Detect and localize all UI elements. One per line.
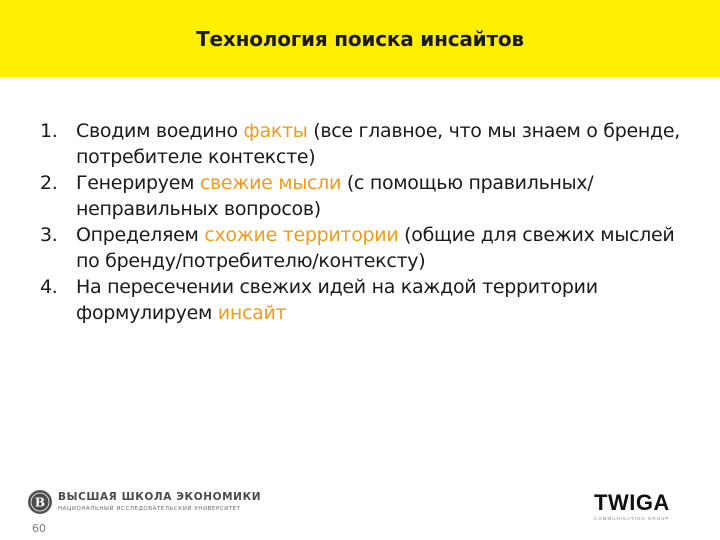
list-text: Генерируем	[76, 172, 200, 194]
list-text: Сводим воедино	[76, 120, 244, 142]
highlighted-term: факты	[243, 120, 308, 142]
list-item	[40, 274, 680, 326]
twiga-logo	[594, 492, 670, 522]
highlighted-term: инсайт	[217, 302, 287, 324]
list-item	[40, 118, 680, 170]
hse-name: ВЫСШАЯ ШКОЛА ЭКОНОМИКИ	[58, 491, 262, 503]
highlighted-term: свежие мысли	[199, 172, 342, 194]
list-number: 4.	[40, 276, 58, 298]
twiga-tagline: COMMUNICATION GROUP	[594, 516, 670, 521]
list-number: 1.	[40, 120, 58, 142]
list-item	[40, 170, 680, 222]
list-text: (общие для свежих мыслей по бренду/потребителю/контексту)	[76, 224, 675, 272]
hse-logo	[28, 490, 261, 514]
list-text: (все главное, что мы знаем о бренде, потребителе контексте)	[76, 120, 680, 168]
page-number: 60	[32, 522, 46, 535]
highlighted-term: схожие территории	[204, 224, 399, 246]
twiga-wordmark: TWIGA	[594, 490, 670, 515]
list-text: На пересечении свежих идей на каждой территории формулируем	[76, 276, 598, 324]
hse-subtitle: НАЦИОНАЛЬНЫЙ ИССЛЕДОВАТЕЛЬСКИЙ УНИВЕРСИТЕТ	[58, 506, 241, 512]
svg-text:В: В	[34, 495, 46, 510]
list-number: 3.	[40, 224, 58, 246]
list-text: Определяем	[76, 224, 205, 246]
list-number: 2.	[40, 172, 58, 194]
slide-title: Технология поиска инсайтов	[196, 27, 524, 51]
content-list	[40, 118, 680, 326]
hse-emblem-icon	[28, 490, 52, 514]
list-item	[40, 222, 680, 274]
list-text: (с помощью правильных/неправильных вопросов)	[76, 172, 594, 220]
